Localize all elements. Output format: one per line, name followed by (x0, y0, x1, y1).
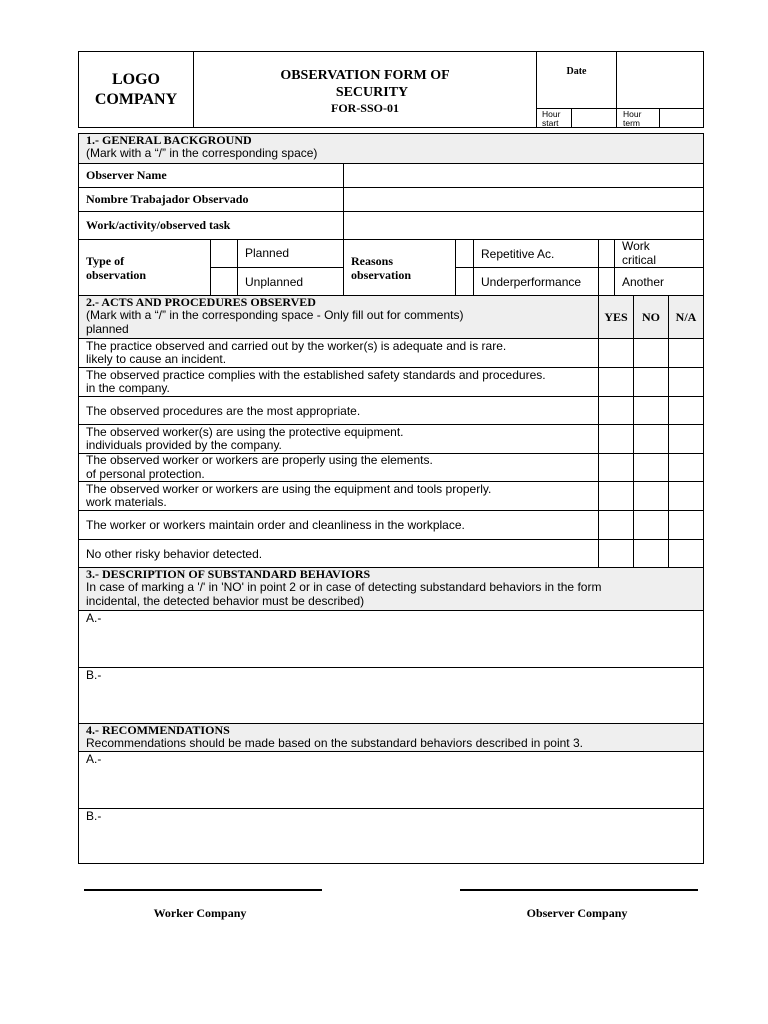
task-field[interactable] (343, 211, 703, 239)
act-item-no-checkbox[interactable] (633, 424, 668, 453)
act-item-yes-checkbox[interactable] (598, 396, 633, 424)
act-item-no-checkbox[interactable] (633, 481, 668, 510)
form-title-line-1: OBSERVATION FORM OF (280, 68, 450, 83)
act-item-line-2: likely to cause an incident. (86, 352, 227, 366)
act-item (79, 539, 598, 567)
act-item-yes-checkbox[interactable] (598, 539, 633, 567)
act-item-na-checkbox[interactable] (668, 424, 703, 453)
act-item-na-checkbox[interactable] (668, 481, 703, 510)
unplanned-checkbox[interactable] (210, 267, 237, 295)
act-item-na-checkbox[interactable] (668, 338, 703, 367)
hour-term-field[interactable] (659, 108, 703, 127)
column-na-header (668, 295, 703, 338)
act-item (79, 396, 598, 424)
logo-line-1: LOGO (111, 70, 160, 88)
act-item-line-1: The observed practice complies with the established safety standards and procedures. (86, 367, 546, 382)
section-4-item-b-label: B.- (86, 809, 102, 823)
section-2-subtitle-line-1: (Mark with a “/” in the corresponding space - Only fill out for comments) (86, 308, 464, 322)
type-of-observation-label-cell (79, 239, 210, 295)
unplanned-option (237, 267, 343, 295)
act-item-na-checkbox[interactable] (668, 539, 703, 567)
section-3-subtitle-line-2: incidental, the detected behavior must be described) (86, 593, 365, 608)
section-4-field-b[interactable] (79, 808, 703, 863)
work-critical-checkbox[interactable] (598, 239, 614, 267)
act-item-no-checkbox[interactable] (633, 396, 668, 424)
observation-form-table (78, 133, 704, 864)
another-checkbox[interactable] (598, 267, 614, 295)
reasons-label-line-1: Reasons (351, 253, 394, 268)
section-3-item-a-label: A.- (86, 611, 102, 625)
company-logo (79, 52, 193, 127)
type-label-line-1: Type of (86, 253, 125, 268)
form-code: FOR-SSO-01 (330, 101, 399, 115)
column-yes-header (598, 295, 633, 338)
section-4-item-a-label: A.- (86, 752, 102, 766)
observer-company-label: Observer Company (526, 906, 628, 920)
worker-company-label: Worker Company (153, 906, 247, 920)
hour-start-line-1: Hour (542, 109, 561, 119)
act-item-no-checkbox[interactable] (633, 338, 668, 367)
act-item-line-1: The observed worker or workers are properly using the elements. (86, 453, 433, 467)
act-item-yes-checkbox[interactable] (598, 367, 633, 396)
date-label-cell (536, 52, 616, 108)
section-2-header (79, 295, 598, 338)
act-item (79, 424, 598, 453)
observed-worker-label-cell (79, 187, 343, 211)
date-field[interactable] (616, 52, 703, 108)
reasons-observation-label-cell (343, 239, 455, 295)
act-item-no-checkbox[interactable] (633, 367, 668, 396)
section-3-title: 3.- DESCRIPTION OF SUBSTANDARD BEHAVIORS (86, 567, 371, 581)
hour-start-field[interactable] (571, 108, 616, 127)
another-label: Another (622, 274, 665, 289)
unplanned-label: Unplanned (245, 274, 304, 289)
section-3-field-b[interactable] (79, 667, 703, 723)
act-item-na-checkbox[interactable] (668, 396, 703, 424)
act-item-na-checkbox[interactable] (668, 510, 703, 539)
underperformance-label: Underperformance (481, 274, 582, 289)
column-no-header (633, 295, 668, 338)
hour-term-label (616, 108, 659, 127)
section-1-header (79, 134, 703, 163)
act-item-yes-checkbox[interactable] (598, 424, 633, 453)
planned-label: Planned (245, 246, 290, 260)
act-item-na-checkbox[interactable] (668, 367, 703, 396)
section-4-title: 4.- RECOMMENDATIONS (86, 723, 230, 737)
act-item-no-checkbox[interactable] (633, 510, 668, 539)
underperformance-checkbox[interactable] (455, 267, 473, 295)
section-3-subtitle-line-1: In case of marking a '/' in 'NO' in point 2 or in case of detecting substandard behaviors in the form (86, 580, 602, 594)
form-title-line-2: SECURITY (335, 85, 409, 100)
act-item-line-1: The practice observed and carried out by the worker(s) is adequate and is rare. (86, 338, 507, 353)
act-item (79, 367, 598, 396)
act-item-line-1: The observed procedures are the most appropriate. (86, 403, 361, 418)
repetitive-label: Repetitive Ac. (481, 246, 555, 261)
hour-term-line-1: Hour (623, 109, 642, 119)
act-item-line-2: work materials. (86, 495, 167, 509)
observed-worker-field[interactable] (343, 187, 703, 211)
section-3-field-a[interactable] (79, 610, 703, 667)
act-item-no-checkbox[interactable] (633, 539, 668, 567)
column-no-label: NO (642, 309, 660, 324)
act-item-no-checkbox[interactable] (633, 453, 668, 481)
hour-start-label (536, 108, 571, 127)
act-item (79, 510, 598, 539)
act-item-line-1: No other risky behavior detected. (86, 546, 263, 561)
task-label-cell (79, 211, 343, 239)
act-item (79, 338, 598, 367)
work-critical-option (614, 239, 703, 267)
section-3-header (79, 567, 703, 610)
observer-name-field[interactable] (343, 163, 703, 187)
section-2-subtitle-line-2: planned (86, 321, 129, 336)
form-header (78, 51, 704, 128)
act-item-yes-checkbox[interactable] (598, 510, 633, 539)
work-critical-line-2: critical (622, 252, 657, 267)
column-yes-label: YES (604, 309, 628, 324)
act-item-na-checkbox[interactable] (668, 453, 703, 481)
act-item (79, 453, 598, 481)
work-critical-line-1: Work (622, 239, 650, 253)
form-title-block (193, 52, 536, 127)
act-item-line-2: of personal protection. (86, 466, 205, 481)
act-item-line-2: individuals provided by the company. (86, 438, 282, 452)
section-4-field-a[interactable] (79, 751, 703, 808)
hour-start-line-2: start (542, 118, 559, 128)
planned-checkbox[interactable] (210, 239, 237, 267)
section-1-subtitle: (Mark with a “/” in the corresponding space) (86, 146, 318, 160)
act-item-yes-checkbox[interactable] (598, 453, 633, 481)
section-1-title: 1.- GENERAL BACKGROUND (86, 133, 252, 147)
section-3-item-b-label: B.- (86, 668, 102, 682)
logo-line-2: COMPANY (94, 90, 178, 108)
date-label: Date (566, 66, 587, 77)
reasons-label-line-2: observation (351, 267, 411, 282)
act-item-yes-checkbox[interactable] (598, 338, 633, 367)
repetitive-option (473, 239, 598, 267)
act-item-line-1: The observed worker(s) are using the protective equipment. (86, 424, 404, 439)
act-item-line-1: The worker or workers maintain order and cleanliness in the workplace. (86, 518, 465, 532)
planned-option (237, 239, 343, 267)
observed-worker-label: Nombre Trabajador Observado (86, 192, 249, 206)
worker-signature-line[interactable] (84, 889, 322, 891)
task-label: Work/activity/observed task (86, 218, 231, 232)
type-label-line-2: observation (86, 267, 146, 282)
observer-name-label: Observer Name (86, 168, 167, 182)
observer-name-label-cell (79, 163, 343, 187)
act-item (79, 481, 598, 510)
act-item-line-1: The observed worker or workers are using the equipment and tools properly. (86, 481, 492, 496)
section-4-header (79, 723, 703, 751)
act-item-yes-checkbox[interactable] (598, 481, 633, 510)
hour-term-line-2: term (623, 118, 640, 128)
section-2-title: 2.- ACTS AND PROCEDURES OBSERVED (86, 295, 316, 309)
observer-signature-line[interactable] (460, 889, 698, 891)
another-option (614, 267, 703, 295)
column-na-label: N/A (675, 309, 697, 324)
underperformance-option (473, 267, 598, 295)
act-item-line-2: in the company. (86, 381, 170, 395)
repetitive-checkbox[interactable] (455, 239, 473, 267)
section-4-subtitle: Recommendations should be made based on the substandard behaviors described in point 3. (86, 736, 583, 750)
